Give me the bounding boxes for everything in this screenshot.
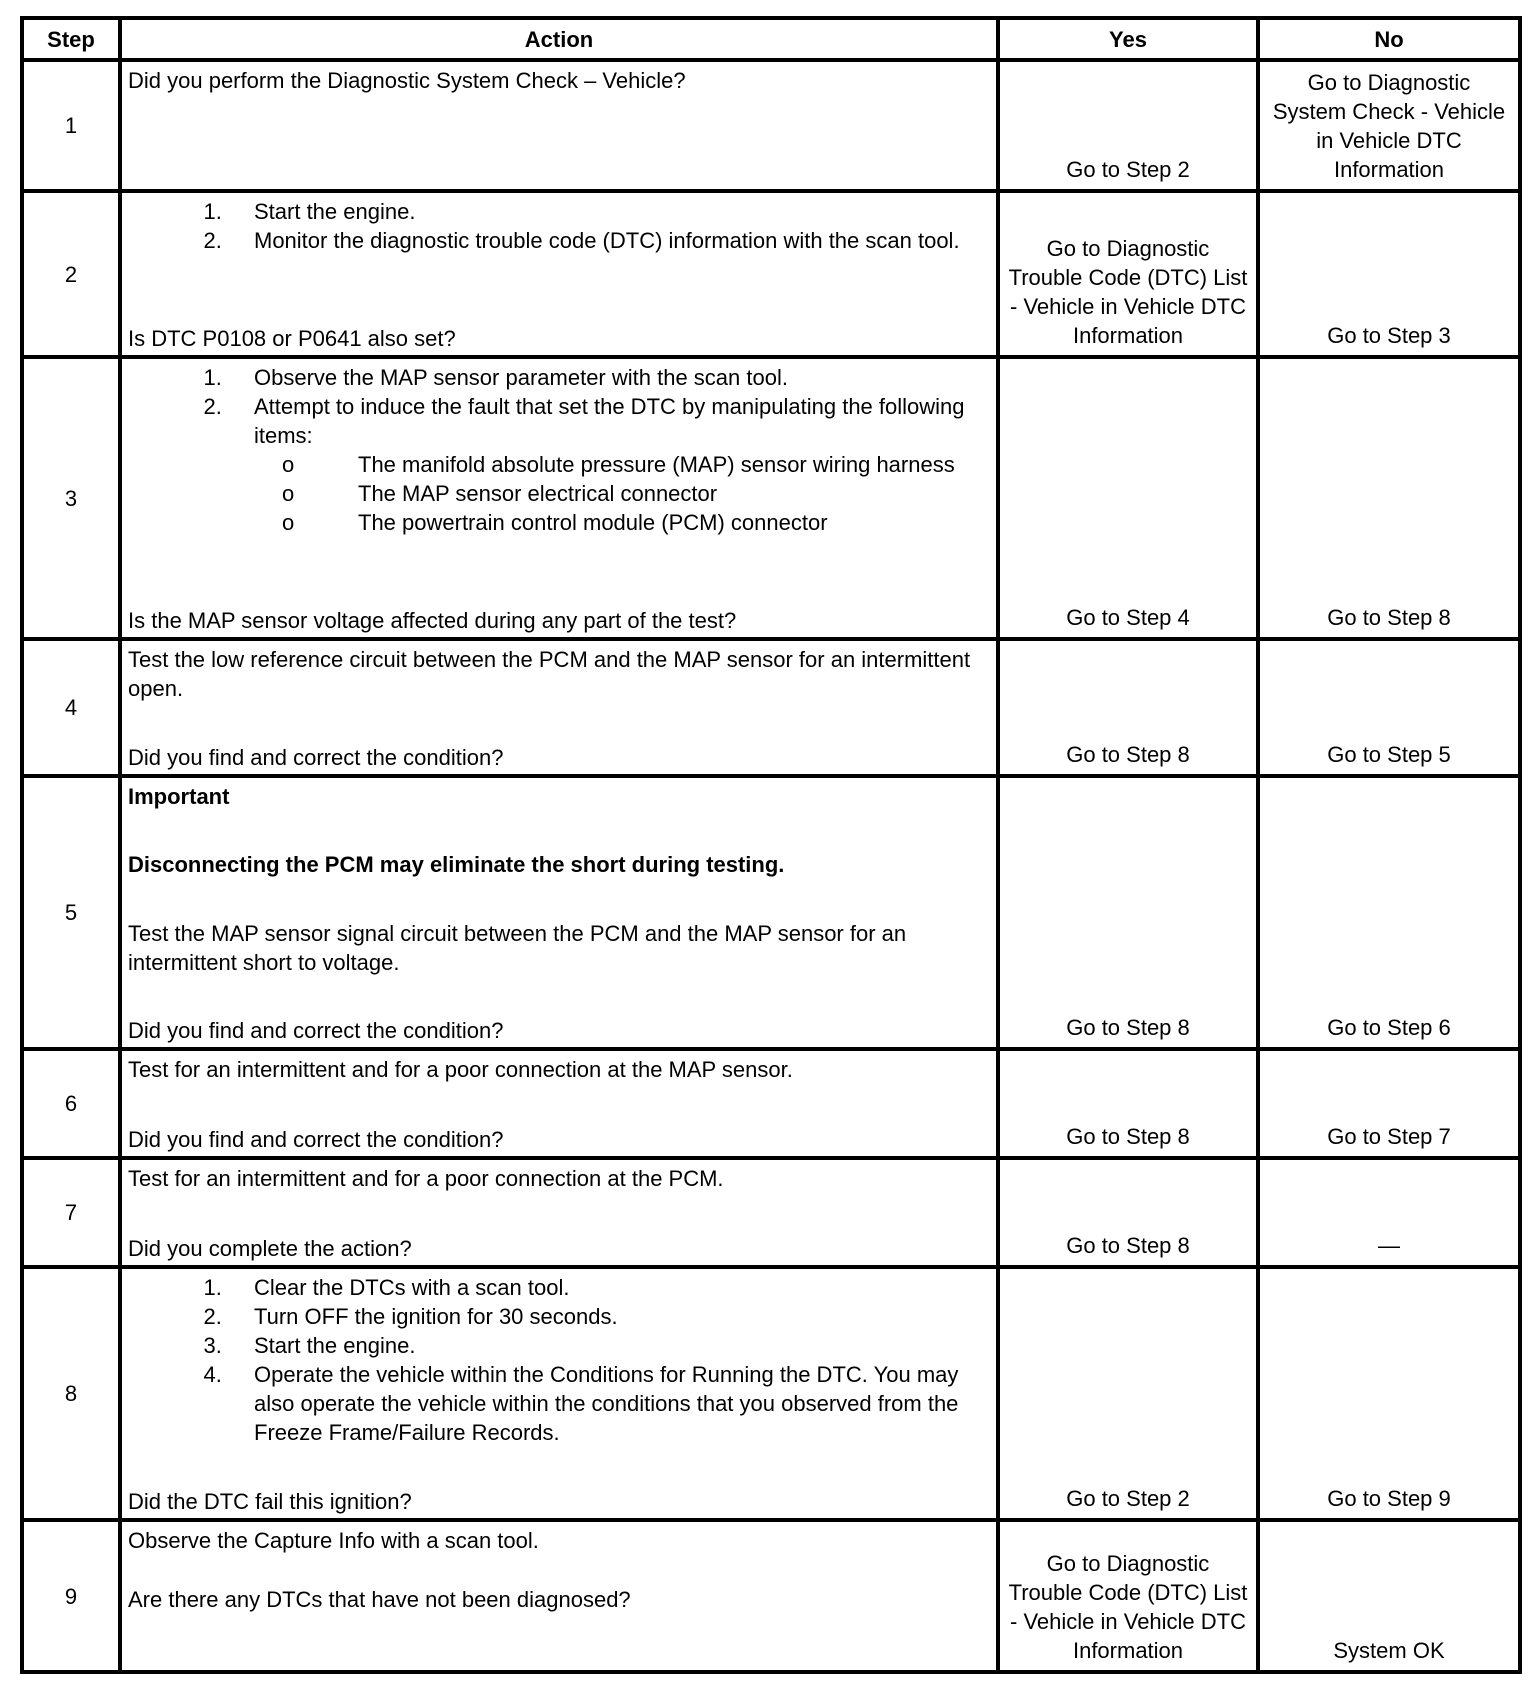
header-yes: Yes	[998, 18, 1258, 60]
action-cell	[120, 191, 998, 357]
sub-list	[254, 450, 990, 537]
list-item: 4. Operate the vehicle within the Conditions for Running the DTC. You may also operate the vehicle within the conditions that you observed from the Freeze Frame/Failure Records.	[228, 1360, 990, 1447]
sub-list-item: o The MAP sensor electrical connector	[328, 479, 990, 508]
action-question: Is DTC P0108 or P0641 also set?	[128, 326, 456, 351]
step-number: 3	[22, 357, 120, 639]
sub-list-item: o The powertrain control module (PCM) connector	[328, 508, 990, 537]
action-text: Did you perform the Diagnostic System Check – Vehicle?	[128, 68, 686, 93]
table-row	[22, 1520, 1520, 1672]
action-question: Did you find and correct the condition?	[128, 1017, 504, 1043]
list-item: 2. Monitor the diagnostic trouble code (DTC) information with the scan tool.	[228, 226, 990, 255]
action-cell	[120, 639, 998, 776]
action-text: Test for an intermittent and for a poor connection at the MAP sensor.	[128, 1057, 793, 1082]
action-question: Did the DTC fail this ignition?	[128, 1489, 412, 1514]
yes-cell: Go to Step 2	[998, 1267, 1258, 1520]
action-cell	[120, 1049, 998, 1158]
action-steps	[128, 1273, 990, 1447]
action-cell	[120, 60, 998, 191]
table-row	[22, 191, 1520, 357]
action-question: Did you complete the action?	[128, 1236, 412, 1261]
step-number: 6	[22, 1049, 120, 1158]
yes-cell: Go to Step 4	[998, 357, 1258, 639]
no-cell: —	[1258, 1158, 1520, 1267]
table-row	[22, 1267, 1520, 1520]
no-cell: System OK	[1258, 1520, 1520, 1672]
yes-cell: Go to Step 8	[998, 1158, 1258, 1267]
step-number: 4	[22, 639, 120, 776]
action-question: Are there any DTCs that have not been diagnosed?	[128, 1587, 631, 1612]
action-question: Did you find and correct the condition?	[128, 1127, 504, 1152]
action-cell	[120, 1267, 998, 1520]
list-item: 3. Start the engine.	[228, 1331, 990, 1360]
no-cell: Go to Step 9	[1258, 1267, 1520, 1520]
action-steps	[128, 197, 990, 255]
action-question: Is the MAP sensor voltage affected during any part of the test?	[128, 608, 737, 633]
header-step: Step	[22, 18, 120, 60]
no-cell: Go to Step 5	[1258, 639, 1520, 776]
no-cell: Go to Diagnostic System Check - Vehicle in Vehicle DTC Information	[1258, 60, 1520, 191]
action-question: Did you find and correct the condition?	[128, 745, 504, 770]
action-text: Test the MAP sensor signal circuit between the PCM and the MAP sensor for an intermittent short to voltage.	[128, 920, 907, 975]
important-note: Disconnecting the PCM may eliminate the short during testing.	[128, 852, 785, 878]
table-row	[22, 1158, 1520, 1267]
yes-cell: Go to Step 8	[998, 1049, 1258, 1158]
step-number: 8	[22, 1267, 120, 1520]
step-number: 7	[22, 1158, 120, 1267]
yes-cell: Go to Diagnostic Trouble Code (DTC) List - Vehicle in Vehicle DTC Information	[998, 1520, 1258, 1672]
header-row	[22, 18, 1520, 60]
table-row	[22, 357, 1520, 639]
table-row	[22, 639, 1520, 776]
list-item: 1. Observe the MAP sensor parameter with the scan tool.	[228, 363, 990, 392]
step-number: 5	[22, 776, 120, 1049]
table-row	[22, 776, 1520, 1049]
no-cell: Go to Step 3	[1258, 191, 1520, 357]
step-number: 1	[22, 60, 120, 191]
action-cell	[120, 1158, 998, 1267]
header-no: No	[1258, 18, 1520, 60]
header-action: Action	[120, 18, 998, 60]
sub-list-item: o The manifold absolute pressure (MAP) sensor wiring harness	[328, 450, 990, 479]
action-cell	[120, 357, 998, 639]
no-cell: Go to Step 6	[1258, 776, 1520, 1049]
action-text: Test for an intermittent and for a poor connection at the PCM.	[128, 1166, 724, 1191]
table-row	[22, 1049, 1520, 1158]
table-row	[22, 60, 1520, 191]
yes-cell: Go to Step 8	[998, 776, 1258, 1049]
list-item: 1. Start the engine.	[228, 197, 990, 226]
step-number: 2	[22, 191, 120, 357]
yes-cell: Go to Diagnostic Trouble Code (DTC) List - Vehicle in Vehicle DTC Information	[998, 191, 1258, 357]
list-item: 2. Turn OFF the ignition for 30 seconds.	[228, 1302, 990, 1331]
action-text: Observe the Capture Info with a scan tool.	[128, 1528, 539, 1553]
diagnostic-table	[20, 16, 1522, 1674]
action-steps	[128, 363, 990, 537]
no-cell: Go to Step 8	[1258, 357, 1520, 639]
step-number: 9	[22, 1520, 120, 1672]
action-cell	[120, 776, 998, 1049]
important-heading: Important	[128, 784, 230, 809]
no-cell: Go to Step 7	[1258, 1049, 1520, 1158]
list-item: 2. Attempt to induce the fault that set the DTC by manipulating the following items: o The manifold absolute pressure (MAP) sensor wiring harness o The MAP sensor electrical connector o The powertrain control module (PCM) connector	[228, 392, 990, 537]
yes-cell: Go to Step 8	[998, 639, 1258, 776]
list-item: 1. Clear the DTCs with a scan tool.	[228, 1273, 990, 1302]
action-text: Test the low reference circuit between the PCM and the MAP sensor for an intermittent open.	[128, 647, 971, 701]
yes-cell: Go to Step 2	[998, 60, 1258, 191]
action-cell	[120, 1520, 998, 1672]
